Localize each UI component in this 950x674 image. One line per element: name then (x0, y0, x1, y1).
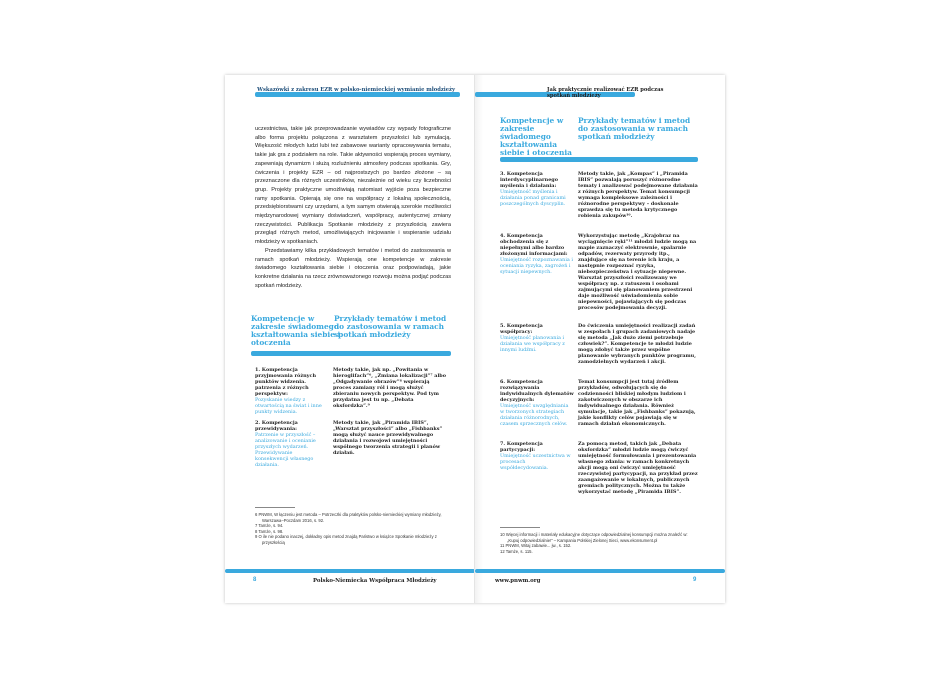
example-item-6: Temat konsumpcji jest tutaj źródłem przykładów, odwołujących się do codzienności bliskiej młodym ludziom i zakotwiczonych w obszarze ich indywidualnego działania. Również symulacje, takie jak „Fishbanks” pokazują, jakie konflikty celów pojawiają się w ramach działań ekonomicznych. (578, 379, 696, 427)
footnote-rule (255, 507, 295, 508)
competence-item-1: 1. Kompetencja przyjmowania różnych punktów widzenia. patrzenia z różnych perspektyw: Pozyskanie wiedzy z otwartością na świat i inne punkty widzenia. (255, 367, 322, 415)
example-item-1: Metody takie, jak np. „Powitania w hieroglifach”⁶, „Zmiana lokalizacji”⁷ albo „Odgadywanie obrazów”⁸ wspierają proces zamiany ról i mogą służyć zbieraniu nowych perspektyw. Pod tym przydatna jest tu np. „Debata oksfordzka”.⁹ (333, 367, 446, 409)
competence-item-5: 5. Kompetencja współpracy: Umiejętność planowania i działania we współpracy z innymi ludźmi. (500, 323, 565, 353)
competence-item-3: 3. Kompetencja interdyscyplinarnego myślenia i działania: Umiejętność myślenia i działania ponad granicami poszczególnych dyscyplin. (500, 171, 566, 207)
footer-brush-stroke (225, 569, 475, 573)
footnote-rule (500, 527, 540, 528)
right-col1-heading: Kompetencje w zakresie świadomego kształtowania siebie i otoczenia (500, 116, 572, 157)
competence-item-7: 7. Kompetencja partycypacji: Umiejętność uczestnictwa w procesach współdecydowania. (500, 441, 571, 471)
right-running-header: Jak praktycznie realizować EZR podczas spotkań młodzieży (547, 87, 664, 100)
body-paragraph-2: Przedstawiamy kilka przykładowych tematów i metod do zastosowania w ramach spotkań młodzieży. Wspierają one kompetencje w zakresie świadomego kształtowania siebie i otoczenia oraz podpowiadają, jakie konkretne działania na rzecz zrównoważonego rozwoju można podjąć podczas spotkań młodzieży. (255, 247, 451, 289)
example-item-7: Za pomocą metod, takich jak „Debata oksfordzka” młodzi ludzie mogą ćwiczyć umiejętność formułowania i prezentowania własnego zdania: w ramach konkretnych akcji mogą oni ćwiczyć umiejętność rzeczywistej partycypacji, na przykład przez zaangażowanie w lokalnych, publicznych gremiach politycznych. Można tu także wykorzystać metodę „Piramida IBIS”. (578, 441, 698, 495)
left-col2-heading: Przykłady tematów i metod do zastosowania w ramach spotkań młodzieży (334, 314, 447, 339)
competence-item-4: 4. Kompetencja obchodzenia się z niepełnymi albo bardzo złożonymi informacjami: Umiejętność rozpoznawania i oceniania ryzyka, zagrożeń i sytuacji niepewnych. (500, 233, 573, 275)
left-col1-heading: Kompetencje w zakresie świadomego kształtowania siebie i otoczenia (251, 314, 341, 347)
section-brush-stroke (500, 157, 698, 162)
left-footer-title: Polsko-Niemiecka Współpraca Młodzieży (313, 578, 437, 584)
competence-item-6: 6. Kompetencja rozwiązywania indywidualnych dylematów decyzyjnych: Umiejętność uwzględniania w tworzonych strategiach działania różnorodnych, czasem sprzecznych celów. (500, 379, 574, 427)
book-spread (225, 75, 725, 603)
example-item-2: Metody takie, jak „Piramida IBIS”, „Warsztat przyszłości” albo „Fishbanks” mogą służyć nauce przewidywalnego działania i rozwojowi umiejętności wspólnego tworzenia strategii i planów działań. (333, 420, 443, 456)
left-footnotes: 6 PNWM, W łączeniu jest metoda – Potrzeczki dla praktyków polsko-niemieckiej wymiany młodzieży, Warszawa–Poczdam 2016, s. 92. 7 Tamże, s. 94. 8 Tamże, s. 98. 9 O ile nie podano inaczej, dokładny opis metod znajdą Państwo w książce Spotkanie młodzieży z przyszłością (255, 512, 442, 545)
body-paragraph-1: uczestnictwa, takie jak przeprowadzanie wywiadów czy wypady fotograficzne albo forma projektu połączona z warsztatem przyszłości lub symulacją. Większość młodych ludzi lubi też zabawowe warianty opracowywania tematu, takie jak gra z podziałem na role. Takie aktywności wspierają proces wymiany, zapewniają dynamizm i służą rozluźnieniu atmosfery podczas spotkania. Gry, ćwiczenia i projekty EZR – od najprostszych po bardzo złożone – są przeznaczone dla różnych uczestników, niezależnie od wieku czy liczebności grup. Projekty praktyczne umożliwiają natomiast wyjście poza bezpieczne ramy spotkania. Opierają się one na współpracy z lokalną społecznością, przedsiębiorstwami czy urzędami, a tym samym otwierają szerokie możliwości międzynarodowej wymiany doświadczeń, współpracy, autentycznej zmiany rzeczywistości. Publikacja Spotkanie młodzieży z przyszłością zawiera przegląd różnych metod, umożliwiających inicjowanie i wspieranie udziału młodzieży w spotkaniach. (255, 126, 451, 246)
left-page (225, 75, 475, 603)
example-item-5: Do ćwiczenia umiejętności realizacji zadań w zespołach i grupach zadaniowych nadaje się metoda „Jak dużo ziemi potrzebuje człowiek?”. Kompetencje te młodzi ludzie mogą zdobyć także przez wspólne planowanie wybranych punktów programu, zamodzielnych wydarzeń i akcji. (578, 323, 696, 365)
left-page-number: 8 (253, 577, 257, 583)
right-col2-heading: Przykłady tematów i metod do zastosowania w ramach spotkań młodzieży (578, 116, 691, 141)
left-running-header: Wskazówki z zakresu EZR w polsko-niemieckiej wymianie młodzieży (257, 87, 455, 93)
competence-item-2: 2. Kompetencja przewidywania: Patrzenie w przyszłość – analizowanie i ocenianie przyszłych wydarzeń. Przewidywanie konsekwencji własnego działania. (255, 420, 316, 468)
right-footer-url: www.pnwm.org (495, 578, 541, 584)
right-footnotes: 10 Więcej informacji i materiały edukacyjne dotyczące odpowiedzialnej konsumpcji można znaleźć w: „Kupuj odpowiedzialnie!” – Kampania Polskiej Zielonej Sieci, www.ekonsument.pl 11 PNWM, Witaj zabawie... jw., s. 152. 12 Tamże, s. 115. (500, 532, 688, 554)
left-body-text (255, 125, 451, 290)
section-brush-stroke (251, 351, 451, 356)
right-page (475, 75, 725, 603)
right-page-number: 9 (693, 577, 697, 583)
footer-brush-stroke (475, 569, 725, 573)
example-item-4: Wykorzystując metodę „Krajobraz na wyciągnięcie ręki”¹¹ młodzi ludzie mogą na mapie zaznaczyć elektrownie, spalarnie odpadów, rezerwaty przyrody itp., znajdujące się na terenie ich kraju, a następnie rozpoznać ryzyka, niebezpieczeństwa i sytuacje niepewne. Warsztat przyszłości realizowany we współpracy np. z ratuszem i osobami zajmującymi się planowaniem przestrzeni daje możliwość uświadomienia sobie niepewności, pojawiających się podczas procesów podejmowania decyzji. (578, 233, 697, 311)
example-item-3: Metody takie, jak „Kompas” i „Piramida IBIS” pozwalają poruszyć różnorodne tematy i analizować podejmowane działania z różnych perspektyw. Temat konsumpcji wymaga kompleksowe zależności i różnorodne perspektywy – doskonale sprawdza się tu metoda krytycznego robienia zakupów¹⁰. (578, 171, 698, 219)
